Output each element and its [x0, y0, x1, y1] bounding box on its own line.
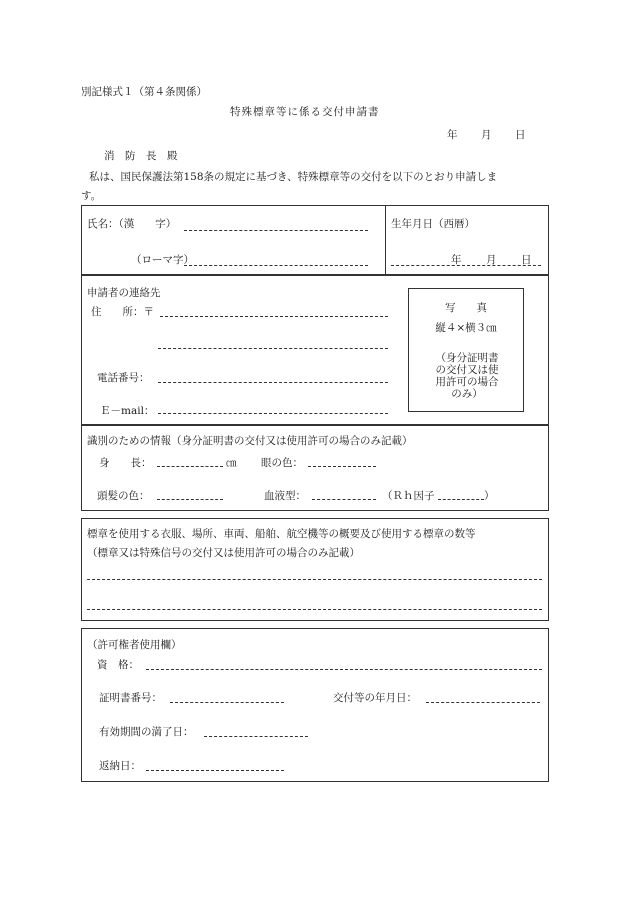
rh-close: ） [484, 490, 495, 502]
photo-note: （身分証明書の交付又は使用許可の場合のみ） [435, 352, 499, 400]
issue-date-field[interactable] [426, 702, 540, 703]
expiry-date-field[interactable] [204, 736, 308, 737]
authority-heading: （許可権者使用欄） [87, 639, 182, 651]
name-roman-field[interactable] [184, 265, 368, 266]
date-month-label: 月 [481, 129, 492, 141]
hair-color-field[interactable] [157, 499, 223, 500]
phone-label: 電話番号： [97, 372, 150, 384]
statement-line-1: 私は、国民保護法第158条の規定に基づき、特殊標章等の交付を以下のとおり申請しま [89, 171, 498, 183]
usage-line-1: 標章を使用する衣服、場所、車両、船舶、航空機等の概要及び使用する標章の数等 [87, 528, 476, 540]
rh-field[interactable] [438, 499, 484, 500]
height-label: 身 長： [99, 457, 152, 469]
birth-month-label: 月 [486, 254, 497, 266]
blood-type-field[interactable] [312, 499, 376, 500]
rh-label: （Ｒｈ因子 [382, 490, 435, 502]
birth-day-label: 日 [521, 254, 532, 266]
height-field[interactable] [157, 466, 223, 467]
email-label: Ｅ－mail： [100, 405, 155, 417]
qualification-field[interactable] [146, 669, 542, 670]
address-label: 住 所：〒 [91, 306, 154, 318]
hair-color-label: 頭髪の色： [97, 490, 150, 502]
eye-color-field[interactable] [308, 466, 376, 467]
email-field[interactable] [158, 413, 388, 414]
return-date-field[interactable] [146, 770, 284, 771]
expiry-date-label: 有効期間の満了日： [99, 726, 194, 738]
date-day-label: 日 [515, 129, 526, 141]
addressee: 消 防 長 殿 [104, 150, 178, 162]
birthdate-label: 生年月日（西暦） [391, 218, 475, 230]
qualification-label: 資 格： [97, 659, 139, 671]
certificate-number-label: 証明書番号： [99, 692, 162, 704]
height-unit: ㎝ [226, 457, 237, 469]
birth-year-label: 年 [451, 254, 462, 266]
photo-size: 縦４×横３㎝ [435, 322, 497, 334]
issue-date-label: 交付等の年月日： [333, 692, 417, 704]
phone-field[interactable] [158, 382, 388, 383]
photo-title: 写 真 [445, 302, 487, 314]
identification-heading: 識別のための情報（身分証明書の交付又は使用許可の場合のみ記載） [87, 435, 413, 447]
name-roman-label: （ローマ字） [131, 254, 194, 266]
blood-type-label: 血液型： [264, 490, 306, 502]
statement-line-2: す。 [81, 190, 102, 202]
usage-field-line-1[interactable] [87, 579, 542, 580]
contact-heading: 申請者の連絡先 [87, 287, 161, 299]
eye-color-label: 眼の色： [261, 457, 303, 469]
return-date-label: 返納日： [99, 760, 141, 772]
date-year-label: 年 [447, 129, 458, 141]
name-kanji-field[interactable] [184, 230, 368, 231]
form-reference: 別記様式１（第４条関係） [81, 86, 207, 98]
form-title: 特殊標章等に係る交付申請書 [230, 106, 380, 118]
address-field-line-1[interactable] [160, 316, 388, 317]
birthdate-field[interactable] [391, 265, 541, 266]
usage-line-2: （標章又は特殊信号の交付又は使用許可の場合のみ記載） [87, 547, 360, 559]
usage-field-line-2[interactable] [87, 609, 542, 610]
address-field-line-2[interactable] [158, 348, 388, 349]
name-section-divider [385, 205, 386, 275]
certificate-number-field[interactable] [170, 702, 284, 703]
name-kanji-label: 氏名：（漢 字） [87, 218, 177, 230]
